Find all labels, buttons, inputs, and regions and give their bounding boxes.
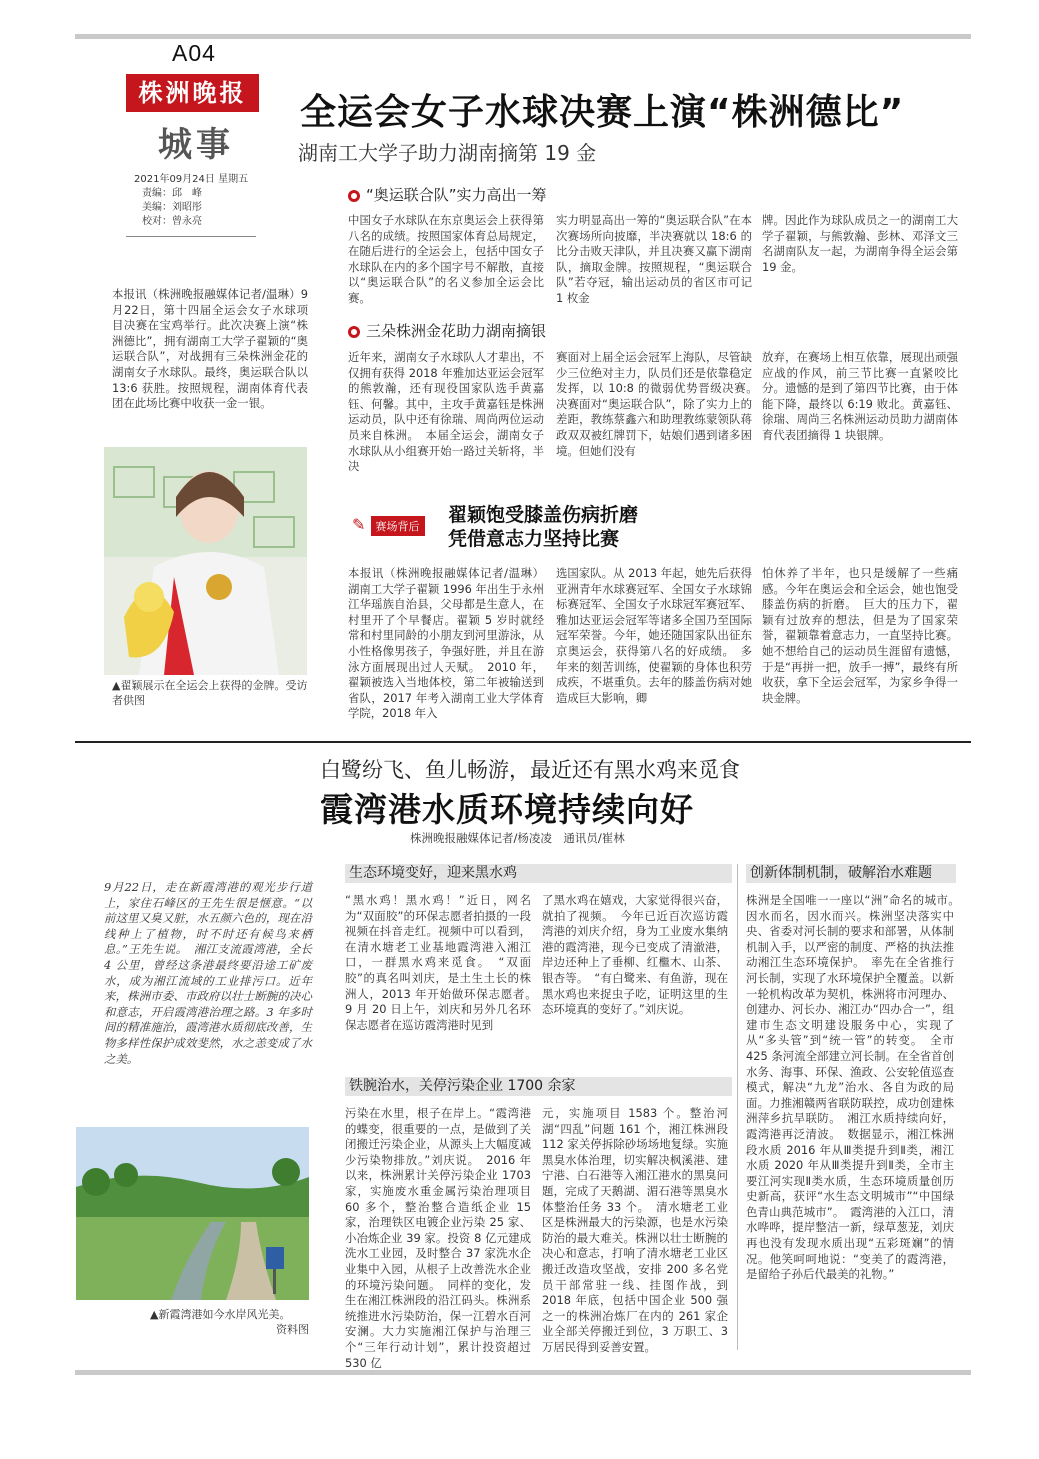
- red-circle-icon: [348, 190, 360, 202]
- sub2-column-3: 放弃，在赛场上相互依靠，展现出顽强应战的作风，前三节比赛一直紧咬比分。遗憾的是到了第四节比赛，由于体能下降，最终以 6:19 败北。黄嘉钰、徐瑞、周尚三名株洲运动员助力湖南体育代表团摘得 1 块银牌。: [762, 350, 958, 442]
- story1-subtitle: 湖南工大学子助力湖南摘第 19 金: [298, 141, 597, 165]
- subhead-zhuzhou-players: [348, 320, 546, 341]
- masthead-logo: 株洲晚报: [126, 74, 259, 112]
- sidebar-column-3: 怕休养了半年，也只是缓解了一些痛感。今年在奥运会和全运会，她也饱受膝盖伤病的折磨。 巨大的压力下，翟颖有过放弃的想法，但是为了国家荣誉，翟颖靠着意志力，一直坚持比赛。她不想给自己的运动员生涯留有遗憾，于是“再拼一把，放手一搏”，最终有所收获，拿下全运会冠军，为家乡争得一块金牌。: [762, 566, 958, 705]
- subhead-olympic-team-text: “奥运联合队”实力高出一筹: [366, 186, 547, 204]
- top-rule: [75, 34, 971, 39]
- story1-title: 全运会女子水球决赛上演“株洲德比”: [300, 92, 905, 133]
- subhead-pollution: 铁腕治水，关停污染企业 1700 余家: [345, 1077, 732, 1096]
- pollution-column-2: 元，实施项目 1583 个。整治河湖“四乱”问题 161 个，湘江株洲段 112 家关停拆除砂场场地复绿。实施黑臭水体治理，切实解决枫溪港、建宁港、白石港等入湘江港水的黑臭问题，完成了天鹅湖、湄石港等黑臭水体整治任务 33 个。 清水塘老工业区是株洲最大的污染源，也是水污染防治的最大难关。株洲以壮士断腕的决心和意志，打响了清水塘老工业区搬迁改造攻坚战，安排 200 多名党员干部常驻一线、挂图作战，到 2018 年底，包括中国企业 500 强之一的株洲冶炼厂在内的 261 家企业全部关停搬迁到位，3 万职工、3 万居民得到妥善安置。: [542, 1106, 728, 1354]
- subhead-mechanism: 创新体制机制，破解治水难题: [746, 864, 956, 883]
- story1-lead: 本报讯（株洲晚报融媒体记者/温琳）9月22日，第十四届全运会女子水球项目决赛在宝鸡举行。此次决赛上演“株洲德比”，拥有湖南工大学子翟颖的“奥运联合队”，对战拥有三朵株洲金花的湖南女子水球队。最终，奥运联合队以 13:6 获胜。按照规程，湖南体育代表团在此场比赛中收获一金一银。: [112, 287, 308, 411]
- sidebar-title-line2: 凭借意志力坚持比赛: [448, 528, 620, 550]
- story2-byline: 株洲晚报融媒体记者/杨凌凌 通讯员/崔林: [410, 831, 625, 845]
- story2-kicker: 白鹭纷飞、鱼儿畅游，最近还有黑水鸡来觅食: [320, 758, 740, 782]
- sub2-column-1: 近年来，湖南女子水球队人才辈出，不仅拥有获得 2018 年雅加达亚运会冠军的熊敦瀚，还有现役国家队选手黄嘉钰、何馨。其中，主攻手黄嘉钰是株洲运动员，队中还有徐瑞、周尚两位运动员来自株洲。 本届全运会，湖南女子水球队从小组赛开始一路过关斩将，半决: [348, 350, 544, 474]
- meta-editor: 责编：邱 峰: [142, 188, 202, 199]
- river-photo: [76, 1127, 309, 1300]
- meta-date: 2021年09月24日 星期五: [134, 174, 249, 185]
- ecology-column-1: “黑水鸡！黑水鸡！”近日，网名为“双面胶”的环保志愿者拍摄的一段视频在抖音走红。视频中可以看到，在清水塘老工业基地霞湾港入湘江口，一群黑水鸡来觅食。 “双面胶”的真名叫刘庆，是土生土长的株洲人，2013 年开始做环保志愿者。 9 月 20 日上午，刘庆和另外几名环保志愿者在巡访霞湾港时见到: [345, 893, 543, 1032]
- athlete-photo-caption: ▲翟颖展示在全运会上获得的金牌。受访者供图: [112, 679, 308, 707]
- subhead-zhuzhou-players-text: 三朵株洲金花助力湖南摘银: [366, 322, 547, 340]
- sidebar-title-line1: 翟颖饱受膝盖伤病折磨: [448, 504, 639, 526]
- pollution-column-1: 污染在水里，根子在岸上。“霞湾港的蝶变，很重要的一点，是做到了关闭搬迁污染企业，从源头上大幅度减少污染物排放。”刘庆说。 2016 年以来，株洲累计关停污染企业 1703 家，实施废水重金属污染治理项目 60 多个，整治整合造纸企业 15 家，治理铁区电镀企业污染 25 家、小冶炼企业 39 家。投资 8 亿元建成洗水工业园，及时整合 37 家洗水企业集中入园，从根子上改善洗水企业的环境污染问题。 同样的变化，发生在湘江株洲段的沿江码头。株洲系统推进水污染防治，保一江碧水百河安澜。大力实施湘江保护与治理三个“三年行动计划”，累计投资超过 530 亿: [345, 1106, 531, 1370]
- river-photo-caption: ▲新霞湾港如今水岸风光美。: [150, 1308, 291, 1321]
- sub1-column-2: 实力明显高出一筹的“奥运联合队”在本次赛场所向披靡，半决赛就以 18:6 的比分击败天津队，并且决赛又赢下湖南队，摘取金牌。按照规程，“奥运联合队”若夺冠，输出运动员的省区市可记 1 枚金: [556, 213, 752, 305]
- river-photo-credit: 资料图: [276, 1323, 309, 1336]
- sidebar-title: [448, 503, 638, 551]
- sub2-column-2: 赛面对上届全运会冠军上海队，尽管缺少三位绝对主力，队员们还是依靠稳定发挥，以 10:8 的微弱优势晋级决赛。 决赛面对“奥运联合队”，除了实力上的差距，教练蔡鑫六和助理教练蒙领队蒋政双双被红牌罚下，姑娘们遇到诸多困境。但她们没有: [556, 350, 764, 458]
- subhead-ecology: 生态环境变好，迎来黑水鸡: [345, 864, 732, 883]
- column-separator: [737, 864, 738, 1350]
- meta-designer: 美编：刘昭彤: [142, 202, 202, 213]
- bottom-rule: [75, 1370, 971, 1375]
- sub1-column-3: 牌。因此作为球队成员之一的湖南工大学子翟颖，与熊敦瀚、彭林、邓泽文三名湖南队友一起，为湖南争得全运会第 19 金。: [762, 213, 958, 274]
- page-number: A04: [172, 40, 216, 66]
- sidebar-tag: [352, 515, 425, 536]
- subhead-olympic-team: [348, 184, 547, 205]
- ecology-column-2: 了黑水鸡在嬉戏，大家觉得很兴奋，就拍了视频。 今年已近百次巡访霞湾港的刘庆介绍，身为工业废水集纳港的霞湾港，现今已变成了清澈港，岸边还种上了垂柳、红檵木、山茶、银杏等。 “有白鹭来、有鱼游，现在黑水鸡也来捉虫子吃，证明这里的生态环境真的变好了。”刘庆说。: [542, 893, 728, 1017]
- story2-lead: 9月22日，走在新霞湾港的观光步行道上，家住石峰区的王先生很是惬意。“以前这里又臭又脏，水五颜六色的，现在沿线种上了植物，时不时还有候鸟来栖息。”王先生说。 湘江支流霞湾港，全长 4 公里，曾经这条港最终要沿途工矿废水，成为湘江流域的工业排污口。近年来，株洲市委、市政府以壮士断腕的决心和意志，开启霞湾港治理之路。3 年多时间的精准施治，霞湾港水质彻底改善，生物多样性保护成效斐然，水之恙变成了水之美。: [104, 880, 312, 1066]
- red-circle-icon: [348, 326, 360, 338]
- story-divider: [75, 741, 971, 743]
- story2-title: 霞湾港水质环境持续向好: [320, 790, 694, 829]
- section-name: 城事: [158, 125, 234, 165]
- sidebar-column-1: 本报讯（株洲晚报融媒体记者/温琳）湖南工大学子翟颖 1996 年出生于永州江华瑶族自治县，父母都是生意人，在村里开了个早餐店。翟颖 5 岁时就经常和村里同龄的小朋友到河里游泳，从小性格像男孩子，争强好胜，并且在游泳方面展现出过人天赋。 2010 年，翟颖被选入当地体校，第二年被输送到省队，2017 年考入湖南工业大学体育学院，2018 年入: [348, 566, 544, 721]
- athlete-photo: [104, 447, 307, 675]
- pen-icon: ✎: [352, 515, 366, 534]
- sidebar-tag-label: 赛场背后: [371, 516, 425, 536]
- edition-meta: [134, 173, 248, 229]
- meta-divider: [126, 236, 256, 237]
- meta-proofreader: 校对：曾永亮: [142, 216, 202, 227]
- sidebar-column-2: 选国家队。从 2013 年起，她先后获得亚洲青年水球赛冠军、全国女子水球锦标赛冠军、全国女子水球冠军赛冠军、雅加达亚运会冠军等诸多全国乃至国际冠军荣誉。今年，她还随国家队出征东京奥运会，获得第八名的好成绩。 多年来的刻苦训练，使翟颖的身体也积劳成疾，不堪重负。去年的膝盖伤病对她造成巨大影响，卿: [556, 566, 752, 705]
- mechanism-column: 株洲是全国唯一一座以“洲”命名的城市。 因水而名，因水而兴。株洲坚决落实中央、省委对河长制的要求和部署，从体制机制入手，以严密的制度、严格的执法推动湘江生态环境保护。 率先在全省推行河长制，实现了水环境保护全覆盖。以新一轮机构改革为契机，株洲将市河理办、创建办、河长办、湘江办“四办合一”，组建市生态文明建设服务中心，实现了从“多头管”到“统一管”的转变。 全市 425 条河流全部建立河长制。在全省首创水务、海事、环保、渔政、公安轮值巡查模式，解决“九龙”治水、各自为政的局面。力推湘赣两省联防联控，成功创建株洲萍乡抗旱联防。 湘江水质持续向好，霞湾港再泛清波。 数据显示，湘江株洲段水质 2016 年从Ⅲ类提升到Ⅱ类，湘江水质 2020 年从Ⅲ类提升到Ⅱ类，全市主要江河实现Ⅱ类水质，生态环境质量创历史新高，获评“水生态文明城市”“中国绿色青山典范城市”。 霞湾港的入江口，清水哗哗，提岸整洁一新，绿草葱茏，刘庆再也没有发现水质出现“五彩斑斓”的情况。他笑呵呵地说：“变美了的霞湾港，是留给子孙后代最美的礼物。”: [746, 893, 966, 1282]
- sub1-column-1: 中国女子水球队在东京奥运会上获得第八名的成绩。按照国家体育总局规定，在随后进行的全运会上，包括中国女子水球队在内的多个国字号不解散，直接以“奥运联合队”的名义参加全运会比赛。: [348, 213, 544, 305]
